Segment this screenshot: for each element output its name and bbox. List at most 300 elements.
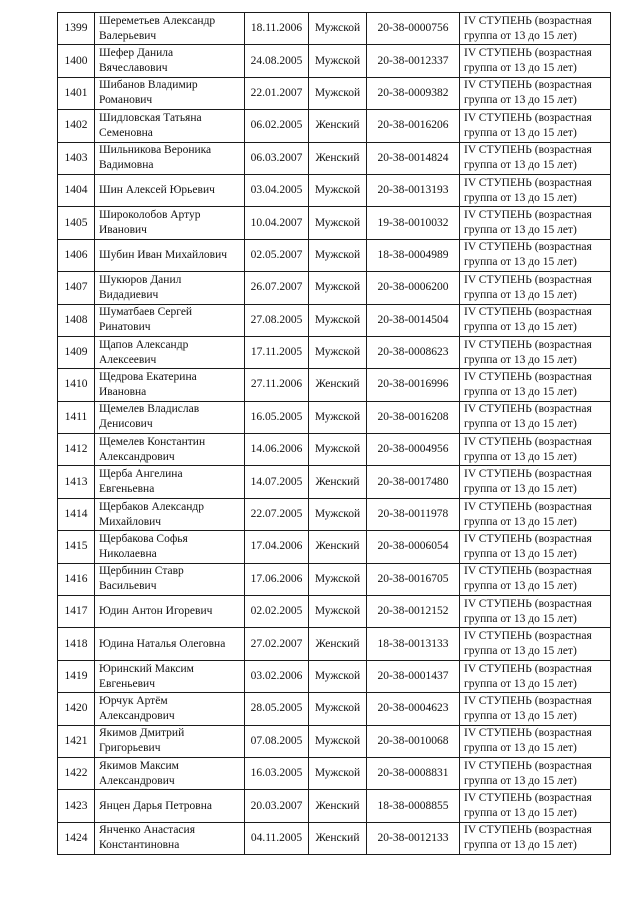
table-row <box>58 693 611 725</box>
table-row <box>58 174 611 206</box>
birth-date: 03.02.2006 <box>250 670 303 682</box>
uin-number-cell <box>367 142 460 174</box>
row-number-cell <box>58 13 95 45</box>
full-name: Щедрова Екатерина Ивановна <box>99 370 197 398</box>
uin-number: 20-38-0017480 <box>377 475 449 488</box>
full-name-cell <box>95 304 245 336</box>
row-number-cell <box>58 434 95 466</box>
birth-date-cell <box>245 174 309 206</box>
birth-date-cell <box>245 757 309 789</box>
uin-number: 20-38-0008831 <box>377 767 449 780</box>
row-number: 1413 <box>64 475 88 488</box>
uin-number: 20-38-0012337 <box>377 54 449 67</box>
birth-date: 26.07.2007 <box>250 281 303 294</box>
uin-number: 18-38-0013133 <box>377 637 449 650</box>
stage-level-cell <box>460 239 611 271</box>
row-number-cell <box>58 757 95 789</box>
gender-cell <box>309 239 367 271</box>
row-number: 1418 <box>64 637 88 650</box>
birth-date-cell <box>245 563 309 595</box>
stage-level: IV СТУПЕНЬ (возрастная группа от 13 до 15 лет) <box>464 500 592 528</box>
full-name: Янцен Дарья Петровна <box>99 799 212 812</box>
row-number-cell <box>58 369 95 401</box>
table-row <box>58 110 611 142</box>
uin-number: 20-38-0016208 <box>377 410 449 423</box>
uin-number-cell <box>367 790 460 822</box>
full-name: Юринский Максим Евгеньевич <box>99 662 194 690</box>
stage-level: IV СТУПЕНЬ (возрастная группа от 13 до 15 лет) <box>464 662 592 690</box>
birth-date: 22.07.2005 <box>250 508 303 521</box>
full-name: Щербинин Ставр Васильевич <box>99 565 184 593</box>
uin-number-cell <box>367 77 460 109</box>
birth-date: 04.11.2005 <box>250 831 303 844</box>
row-number: 1421 <box>64 734 88 747</box>
uin-number: 18-38-0004989 <box>377 248 449 261</box>
uin-number: 20-38-0006200 <box>377 281 449 294</box>
full-name-cell <box>95 207 245 239</box>
gender-cell <box>309 531 367 563</box>
birth-date-cell <box>245 13 309 45</box>
full-name-cell <box>95 466 245 498</box>
gender-cell <box>309 336 367 368</box>
stage-level: IV СТУПЕНЬ (возрастная группа от 13 до 15 лет) <box>464 694 592 722</box>
uin-number-cell <box>367 434 460 466</box>
full-name: Шуматбаев Сергей Ринатович <box>99 306 193 334</box>
birth-date: 24.08.2005 <box>250 54 303 67</box>
gender: Мужской <box>314 670 361 682</box>
full-name: Щемелев Константин Александрович <box>99 435 206 463</box>
row-number: 1410 <box>64 378 88 391</box>
row-number-cell <box>58 563 95 595</box>
full-name-cell <box>95 596 245 628</box>
full-name: Шефер Данила Вячеславович <box>99 47 174 75</box>
row-number: 1404 <box>64 184 88 197</box>
gender: Мужской <box>314 184 361 197</box>
stage-level: IV СТУПЕНЬ (возрастная группа от 13 до 15 лет) <box>464 727 592 755</box>
gender: Мужской <box>314 86 361 99</box>
birth-date: 14.06.2006 <box>250 443 303 456</box>
uin-number: 20-38-0016206 <box>377 119 449 132</box>
gender: Женский <box>315 475 360 488</box>
uin-number-cell <box>367 304 460 336</box>
stage-level: IV СТУПЕНЬ (возрастная группа от 13 до 15 лет) <box>464 759 592 787</box>
full-name-cell <box>95 13 245 45</box>
birth-date-cell <box>245 790 309 822</box>
birth-date-cell <box>245 822 309 854</box>
stage-level-cell <box>460 304 611 336</box>
gender: Мужской <box>314 313 361 326</box>
stage-level-cell <box>460 110 611 142</box>
stage-level-cell <box>460 434 611 466</box>
full-name: Широколобов Артур Иванович <box>99 209 201 237</box>
row-number-cell <box>58 272 95 304</box>
gender: Женский <box>315 151 360 164</box>
gender-cell <box>309 272 367 304</box>
full-name: Шибанов Владимир Романович <box>99 79 198 107</box>
row-number-cell <box>58 401 95 433</box>
birth-date: 16.05.2005 <box>250 410 303 423</box>
stage-level: IV СТУПЕНЬ (возрастная группа от 13 до 15 лет) <box>464 306 592 334</box>
gender-cell <box>309 596 367 628</box>
full-name: Щапов Александр Алексеевич <box>99 338 189 366</box>
stage-level-cell <box>460 498 611 530</box>
gender: Мужской <box>314 22 361 35</box>
full-name: Якимов Дмитрий Григорьевич <box>99 727 185 755</box>
uin-number: 20-38-0006054 <box>377 540 449 553</box>
stage-level: IV СТУПЕНЬ (возрастная группа от 13 до 15 лет) <box>464 273 592 301</box>
table-row <box>58 401 611 433</box>
table-row <box>58 628 611 660</box>
birth-date: 02.02.2005 <box>250 605 303 618</box>
gender-cell <box>309 660 367 692</box>
full-name-cell <box>95 369 245 401</box>
stage-level-cell <box>460 822 611 854</box>
gender-cell <box>309 498 367 530</box>
full-name: Щерба Ангелина Евгеньевна <box>99 468 183 496</box>
full-name-cell <box>95 725 245 757</box>
gender-cell <box>309 466 367 498</box>
uin-number: 20-38-0000756 <box>377 22 449 35</box>
stage-level: IV СТУПЕНЬ (возрастная группа от 13 до 15 лет) <box>464 435 592 463</box>
full-name: Шукюров Данил Видадиевич <box>99 273 182 301</box>
uin-number-cell <box>367 725 460 757</box>
stage-level: IV СТУПЕНЬ (возрастная группа от 13 до 15 лет) <box>464 824 592 852</box>
full-name-cell <box>95 434 245 466</box>
row-number-cell <box>58 207 95 239</box>
uin-number: 20-38-0016996 <box>377 378 449 391</box>
full-name-cell <box>95 45 245 77</box>
stage-level-cell <box>460 77 611 109</box>
uin-number-cell <box>367 272 460 304</box>
gender-cell <box>309 110 367 142</box>
uin-number: 20-38-0008623 <box>377 346 449 359</box>
full-name-cell <box>95 336 245 368</box>
birth-date-cell <box>245 77 309 109</box>
table-row <box>58 369 611 401</box>
stage-level-cell <box>460 174 611 206</box>
birth-date: 22.01.2007 <box>250 86 303 99</box>
uin-number: 20-38-0009382 <box>377 86 449 99</box>
gender: Женский <box>315 831 360 844</box>
birth-date-cell <box>245 207 309 239</box>
full-name: Шереметьев Александр Валерьевич <box>99 14 216 42</box>
row-number-cell <box>58 498 95 530</box>
full-name-cell <box>95 498 245 530</box>
row-number: 1405 <box>64 216 88 229</box>
birth-date: 06.02.2005 <box>250 119 303 132</box>
table-row <box>58 466 611 498</box>
birth-date-cell <box>245 660 309 692</box>
stage-level: IV СТУПЕНЬ (возрастная группа от 13 до 15 лет) <box>464 111 592 139</box>
gender: Мужской <box>314 216 361 229</box>
stage-level: IV СТУПЕНЬ (возрастная группа от 13 до 15 лет) <box>464 144 592 172</box>
row-number: 1422 <box>64 767 88 780</box>
stage-level-cell <box>460 45 611 77</box>
row-number-cell <box>58 110 95 142</box>
row-number-cell <box>58 531 95 563</box>
stage-level-cell <box>460 790 611 822</box>
participants-table <box>57 12 611 855</box>
stage-level-cell <box>460 693 611 725</box>
table-row <box>58 272 611 304</box>
gender: Мужской <box>314 443 361 456</box>
gender-cell <box>309 174 367 206</box>
table-row <box>58 660 611 692</box>
uin-number: 20-38-0004623 <box>377 702 449 715</box>
uin-number: 19-38-0010032 <box>377 216 449 229</box>
row-number: 1414 <box>64 508 88 521</box>
stage-level-cell <box>460 596 611 628</box>
birth-date: 07.08.2005 <box>250 734 303 747</box>
uin-number: 20-38-0013193 <box>377 184 449 197</box>
birth-date: 20.03.2007 <box>250 799 303 812</box>
stage-level: IV СТУПЕНЬ (возрастная группа от 13 до 15 лет) <box>464 338 592 366</box>
gender-cell <box>309 725 367 757</box>
uin-number: 20-38-0014824 <box>377 151 449 164</box>
row-number: 1403 <box>64 151 88 164</box>
full-name-cell <box>95 239 245 271</box>
row-number: 1400 <box>64 54 88 67</box>
birth-date: 16.03.2005 <box>250 767 303 780</box>
full-name-cell <box>95 174 245 206</box>
gender-cell <box>309 45 367 77</box>
table-row <box>58 790 611 822</box>
full-name: Шубин Иван Михайлович <box>99 248 228 261</box>
table-row <box>58 77 611 109</box>
birth-date: 17.11.2005 <box>250 346 303 359</box>
table-row <box>58 13 611 45</box>
stage-level-cell <box>460 531 611 563</box>
stage-level-cell <box>460 563 611 595</box>
gender: Мужской <box>314 734 361 747</box>
full-name: Щемелев Владислав Денисович <box>99 403 200 431</box>
row-number-cell <box>58 790 95 822</box>
uin-number-cell <box>367 466 460 498</box>
uin-number-cell <box>367 336 460 368</box>
birth-date-cell <box>245 45 309 77</box>
row-number: 1401 <box>64 86 88 99</box>
row-number: 1423 <box>64 799 88 812</box>
birth-date: 18.11.2006 <box>250 22 303 35</box>
stage-level-cell <box>460 13 611 45</box>
birth-date-cell <box>245 304 309 336</box>
row-number-cell <box>58 466 95 498</box>
table-row <box>58 239 611 271</box>
birth-date: 02.05.2007 <box>250 248 303 261</box>
birth-date-cell <box>245 596 309 628</box>
uin-number: 18-38-0008855 <box>377 799 449 812</box>
row-number: 1407 <box>64 281 88 294</box>
row-number-cell <box>58 77 95 109</box>
row-number: 1412 <box>64 443 88 456</box>
stage-level: IV СТУПЕНЬ (возрастная группа от 13 до 15 лет) <box>464 597 592 625</box>
full-name-cell <box>95 272 245 304</box>
stage-level-cell <box>460 660 611 692</box>
uin-number-cell <box>367 207 460 239</box>
uin-number: 20-38-0004956 <box>377 443 449 456</box>
uin-number: 20-38-0012152 <box>377 605 449 618</box>
uin-number-cell <box>367 110 460 142</box>
full-name-cell <box>95 77 245 109</box>
stage-level: IV СТУПЕНЬ (возрастная группа от 13 до 15 лет) <box>464 14 592 42</box>
birth-date-cell <box>245 628 309 660</box>
gender-cell <box>309 142 367 174</box>
row-number: 1399 <box>64 22 88 35</box>
birth-date: 06.03.2007 <box>250 151 303 164</box>
uin-number-cell <box>367 401 460 433</box>
full-name: Щербаков Александр Михайлович <box>99 500 205 528</box>
full-name: Якимов Максим Александрович <box>99 759 179 787</box>
gender: Женский <box>315 799 360 812</box>
uin-number-cell <box>367 596 460 628</box>
birth-date: 27.08.2005 <box>250 313 303 326</box>
gender: Мужской <box>314 54 361 67</box>
stage-level-cell <box>460 142 611 174</box>
birth-date-cell <box>245 725 309 757</box>
row-number-cell <box>58 596 95 628</box>
row-number-cell <box>58 304 95 336</box>
table-row <box>58 531 611 563</box>
row-number-cell <box>58 45 95 77</box>
row-number: 1402 <box>64 119 88 132</box>
birth-date-cell <box>245 142 309 174</box>
row-number: 1406 <box>64 248 88 261</box>
row-number: 1419 <box>64 670 88 682</box>
stage-level: IV СТУПЕНЬ (возрастная группа от 13 до 15 лет) <box>464 532 592 560</box>
full-name-cell <box>95 693 245 725</box>
row-number-cell <box>58 725 95 757</box>
stage-level-cell <box>460 207 611 239</box>
row-number-cell <box>58 822 95 854</box>
gender: Мужской <box>314 346 361 359</box>
birth-date: 10.04.2007 <box>250 216 303 229</box>
full-name-cell <box>95 142 245 174</box>
birth-date-cell <box>245 239 309 271</box>
row-number-cell <box>58 628 95 660</box>
full-name-cell <box>95 401 245 433</box>
stage-level-cell <box>460 336 611 368</box>
gender: Мужской <box>314 572 361 585</box>
row-number: 1420 <box>64 702 88 715</box>
full-name: Щербакова Софья Николаевна <box>99 532 188 560</box>
gender-cell <box>309 434 367 466</box>
birth-date: 27.11.2006 <box>250 378 303 391</box>
table-body <box>58 13 611 855</box>
stage-level-cell <box>460 466 611 498</box>
table-row <box>58 336 611 368</box>
row-number: 1417 <box>64 605 88 618</box>
row-number: 1411 <box>64 410 88 423</box>
gender-cell <box>309 822 367 854</box>
full-name-cell <box>95 531 245 563</box>
stage-level: IV СТУПЕНЬ (возрастная группа от 13 до 15 лет) <box>464 176 592 204</box>
gender-cell <box>309 369 367 401</box>
row-number-cell <box>58 336 95 368</box>
uin-number: 20-38-0014504 <box>377 313 449 326</box>
birth-date: 14.07.2005 <box>250 475 303 488</box>
birth-date-cell <box>245 110 309 142</box>
uin-number: 20-38-0016705 <box>377 572 449 585</box>
uin-number-cell <box>367 239 460 271</box>
full-name: Юдин Антон Игоревич <box>99 605 213 618</box>
uin-number-cell <box>367 757 460 789</box>
birth-date: 17.06.2006 <box>250 572 303 585</box>
row-number: 1409 <box>64 346 88 359</box>
gender-cell <box>309 77 367 109</box>
full-name: Янченко Анастасия Константиновна <box>99 824 195 852</box>
stage-level: IV СТУПЕНЬ (возрастная группа от 13 до 15 лет) <box>464 209 592 237</box>
gender: Мужской <box>314 702 361 715</box>
full-name-cell <box>95 757 245 789</box>
stage-level-cell <box>460 272 611 304</box>
birth-date-cell <box>245 434 309 466</box>
gender-cell <box>309 304 367 336</box>
gender: Мужской <box>314 410 361 423</box>
gender-cell <box>309 401 367 433</box>
uin-number-cell <box>367 822 460 854</box>
full-name-cell <box>95 822 245 854</box>
table-row <box>58 304 611 336</box>
uin-number-cell <box>367 498 460 530</box>
row-number-cell <box>58 142 95 174</box>
stage-level-cell <box>460 757 611 789</box>
birth-date-cell <box>245 693 309 725</box>
stage-level: IV СТУПЕНЬ (возрастная группа от 13 до 15 лет) <box>464 370 592 398</box>
uin-number: 20-38-0011978 <box>377 508 449 521</box>
uin-number-cell <box>367 628 460 660</box>
stage-level-cell <box>460 401 611 433</box>
uin-number-cell <box>367 13 460 45</box>
row-number: 1424 <box>64 831 88 844</box>
row-number-cell <box>58 239 95 271</box>
birth-date: 27.02.2007 <box>250 637 303 650</box>
stage-level: IV СТУПЕНЬ (возрастная группа от 13 до 15 лет) <box>464 792 592 820</box>
stage-level: IV СТУПЕНЬ (возрастная группа от 13 до 15 лет) <box>464 47 592 75</box>
uin-number-cell <box>367 693 460 725</box>
gender-cell <box>309 693 367 725</box>
table-row <box>58 434 611 466</box>
birth-date-cell <box>245 369 309 401</box>
birth-date-cell <box>245 336 309 368</box>
birth-date-cell <box>245 272 309 304</box>
uin-number-cell <box>367 369 460 401</box>
row-number-cell <box>58 174 95 206</box>
gender: Женский <box>315 378 360 391</box>
full-name-cell <box>95 790 245 822</box>
gender: Женский <box>315 540 360 553</box>
full-name-cell <box>95 628 245 660</box>
stage-level: IV СТУПЕНЬ (возрастная группа от 13 до 15 лет) <box>464 468 592 496</box>
stage-level-cell <box>460 725 611 757</box>
document-page <box>57 12 610 855</box>
table-row <box>58 725 611 757</box>
uin-number: 20-38-0012133 <box>377 831 449 844</box>
full-name: Шидловская Татьяна Семеновна <box>99 111 202 139</box>
full-name: Юрчук Артём Александрович <box>99 694 175 722</box>
table-row <box>58 822 611 854</box>
table-row <box>58 45 611 77</box>
birth-date: 17.04.2006 <box>250 540 303 553</box>
birth-date: 28.05.2005 <box>250 702 303 715</box>
gender: Мужской <box>314 605 361 618</box>
stage-level: IV СТУПЕНЬ (возрастная группа от 13 до 15 лет) <box>464 241 592 269</box>
uin-number-cell <box>367 531 460 563</box>
gender: Женский <box>315 119 360 132</box>
stage-level: IV СТУПЕНЬ (возрастная группа от 13 до 15 лет) <box>464 630 592 658</box>
gender: Мужской <box>314 508 361 521</box>
stage-level: IV СТУПЕНЬ (возрастная группа от 13 до 15 лет) <box>464 79 592 107</box>
stage-level: IV СТУПЕНЬ (возрастная группа от 13 до 15 лет) <box>464 565 592 593</box>
